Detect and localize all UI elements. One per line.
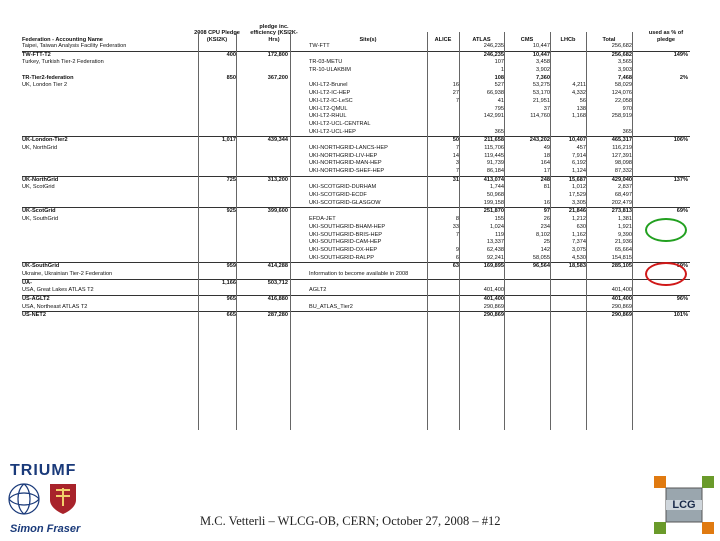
cell-fed: USA, Northeast ATLAS T2 xyxy=(22,303,88,310)
cell-total: 9,390 xyxy=(618,231,632,238)
cell-site: UKI-LT2-Brunel xyxy=(309,82,348,89)
cell-total: 127,391 xyxy=(611,152,632,159)
table-row xyxy=(22,59,690,67)
cell-eff: 313,200 xyxy=(267,176,288,183)
lcg-wordmark: LCG xyxy=(672,499,696,511)
cell-lhcb: 7,914 xyxy=(572,152,586,159)
cell-lhcb: 4,530 xyxy=(572,254,586,261)
cell-site: UKI-LT2-IC-LeSC xyxy=(309,97,353,104)
cell-atlas: 795 xyxy=(494,105,504,112)
cell-atlas: 1,024 xyxy=(490,223,504,230)
accounting-table xyxy=(22,12,690,320)
table-row xyxy=(22,137,690,145)
header-efficiency: pledge inc. efficiency (KSI2K-Hrs) xyxy=(250,24,298,43)
cell-total: 290,869 xyxy=(611,312,632,319)
cell-atlas: 246,235 xyxy=(483,51,504,58)
cell-cms: 26 xyxy=(543,216,550,223)
cell-cms: 10,447 xyxy=(532,51,550,58)
cell-alice: 63 xyxy=(452,263,459,270)
cell-cms: 17 xyxy=(543,168,550,174)
cell-site: UKI-LT2-RHUL xyxy=(309,113,347,120)
header-used: used as % of pledge xyxy=(648,30,684,43)
cell-alice: 16 xyxy=(452,82,459,89)
cell-total: 256,682 xyxy=(611,51,632,58)
cell-total: 2,837 xyxy=(618,184,632,191)
cell-pledge: 725 xyxy=(226,176,236,183)
table-row xyxy=(22,312,690,320)
cell-site: UKI-LT2-IC-HEP xyxy=(309,90,351,97)
cell-lhcb: 15,687 xyxy=(568,176,586,183)
cell-site: UKI-LT2-QMUL xyxy=(309,105,348,112)
cell-site: UKI-SCOTGRID-DURHAM xyxy=(309,184,377,191)
cell-site: UKI-SOUTHGRID-BRIS-HEP xyxy=(309,231,383,238)
cell-lhcb: 17,529 xyxy=(568,192,586,199)
red-highlight-circle xyxy=(645,262,687,286)
cell-fed: UK-ScotGrid xyxy=(22,208,56,215)
cell-lhcb: 7,374 xyxy=(572,239,586,246)
table-row xyxy=(22,82,690,90)
cell-lhcb: 138 xyxy=(576,105,586,112)
cell-site: UKI-SCOTGRID-GLASGOW xyxy=(309,199,381,206)
cell-total: 290,869 xyxy=(611,303,632,310)
cell-total: 970 xyxy=(622,105,632,112)
table-row xyxy=(22,67,690,75)
cell-site: TW-FTT xyxy=(309,43,330,49)
cell-fed: US-AGLT2 xyxy=(22,296,50,302)
cell-eff: 439,344 xyxy=(267,137,288,144)
cell-alice: 6 xyxy=(455,254,459,261)
table-row xyxy=(22,280,690,288)
cell-lhcb: 4,211 xyxy=(572,82,586,89)
cell-atlas: 13,337 xyxy=(486,239,504,246)
cell-lhcb: 1,212 xyxy=(572,216,586,223)
cell-site: UKI-NORTHGRID-SHEF-HEP xyxy=(309,168,385,174)
cell-cms: 3,902 xyxy=(536,67,550,74)
cell-total: 124,076 xyxy=(611,90,632,97)
cell-total: 465,317 xyxy=(611,137,632,144)
cell-atlas: 108 xyxy=(494,74,504,81)
cell-atlas: 119,445 xyxy=(484,152,504,159)
cell-total: 22,058 xyxy=(614,97,632,104)
cell-fed: UK-SouthGrid xyxy=(22,263,60,270)
cell-atlas: 91,739 xyxy=(486,160,504,167)
cell-site: TR-03-METU xyxy=(309,59,343,66)
cell-total: 401,400 xyxy=(611,287,632,294)
cell-atlas: 401,400 xyxy=(483,296,504,302)
cell-lhcb: 630 xyxy=(576,223,586,230)
cell-atlas: 290,869 xyxy=(483,303,504,310)
table-row xyxy=(22,153,690,161)
cell-atlas: 92,241 xyxy=(486,254,504,261)
cell-lhcb: 457 xyxy=(576,144,586,151)
cell-fed: Turkey, Turkish Tier-2 Federation xyxy=(22,59,104,66)
header-federation: Federation - Accounting Name xyxy=(22,36,103,43)
lcg-logo xyxy=(652,474,716,536)
cell-cms: 97 xyxy=(543,208,550,215)
cell-total: 365 xyxy=(622,128,632,135)
cell-lhcb: 10,407 xyxy=(568,137,586,144)
cell-cms: 10,447 xyxy=(532,43,550,49)
table-row xyxy=(22,192,690,200)
footer-caption: M.C. Vetterli – WLCG-OB, CERN; October 27, 2008 – #12 xyxy=(200,514,501,528)
table-row xyxy=(22,160,690,168)
cell-fed: UA- xyxy=(22,279,32,286)
cell-used: 69% xyxy=(676,263,688,270)
cell-fed: Ukraine, Ukrainian Tier-2 Federation xyxy=(22,270,113,277)
cell-eff: 503,712 xyxy=(267,279,288,286)
cell-cms: 142 xyxy=(540,246,550,253)
cell-cms: 248 xyxy=(540,176,550,183)
cell-total: 68,497 xyxy=(614,192,632,199)
cell-fed: UK-London-Tier2 xyxy=(22,137,68,144)
cell-lhcb: 1,012 xyxy=(572,184,586,191)
cell-used: 101% xyxy=(673,312,688,319)
cell-total: 258,919 xyxy=(611,113,632,120)
cell-used: 106% xyxy=(673,137,688,144)
cell-cms: 18 xyxy=(543,152,550,159)
table-row xyxy=(22,121,690,129)
cell-total: 116,219 xyxy=(612,144,632,151)
sfu-wordmark: Simon Fraser xyxy=(10,523,81,535)
cell-total: 285,105 xyxy=(611,263,632,270)
cell-eff: 399,600 xyxy=(267,208,288,215)
cell-total: 401,400 xyxy=(611,296,632,302)
table-row xyxy=(22,75,690,83)
table-row xyxy=(22,106,690,114)
cell-atlas: 246,235 xyxy=(483,43,504,49)
cell-total: 65,664 xyxy=(614,246,632,253)
cell-total: 21,936 xyxy=(614,239,632,246)
table-row xyxy=(22,90,690,98)
cell-cms: 8,102 xyxy=(536,231,550,238)
cell-alice: 50 xyxy=(452,137,459,144)
table-header xyxy=(22,12,690,43)
table-row xyxy=(22,296,690,304)
cell-site: UKI-NORTHGRID-LANCS-HEP xyxy=(309,144,388,151)
cell-alice: 7 xyxy=(455,97,459,104)
cell-lhcb: 3,075 xyxy=(572,246,586,253)
cell-site: UKI-SOUTHGRID-CAM-HEP xyxy=(309,239,382,246)
cell-lhcb: 3,305 xyxy=(572,199,586,206)
cell-cms: 49 xyxy=(543,144,550,151)
cell-atlas: 1 xyxy=(500,67,504,74)
cell-site: UKI-NORTHGRID-LIV-HEP xyxy=(309,152,378,159)
cell-alice: 27 xyxy=(452,90,459,97)
cell-lhcb: 1,162 xyxy=(572,231,586,238)
triumf-sfu-logo xyxy=(4,462,96,536)
table-row xyxy=(22,255,690,264)
cell-site: TR-10-ULAKBIM xyxy=(309,67,351,74)
cell-total: 3,903 xyxy=(618,67,632,74)
cell-atlas: 169,895 xyxy=(483,263,504,270)
cell-pledge: 665 xyxy=(226,312,236,319)
cell-total: 3,565 xyxy=(618,59,632,66)
cell-cms: 81 xyxy=(543,184,550,191)
cell-alice: 31 xyxy=(452,176,459,183)
cell-cms: 58,055 xyxy=(532,254,550,261)
table-row xyxy=(22,113,690,121)
cell-alice: 7 xyxy=(455,231,459,238)
cell-eff: 287,280 xyxy=(267,312,288,319)
cell-used: 2% xyxy=(679,74,688,81)
cell-lhcb: 56 xyxy=(579,97,586,104)
table-row xyxy=(22,200,690,209)
cell-cms: 164 xyxy=(540,160,550,167)
cell-atlas: 107 xyxy=(494,59,504,66)
cell-fed: USA, Great Lakes ATLAS T2 xyxy=(22,287,94,294)
cell-cms: 243,202 xyxy=(529,137,550,144)
cell-atlas: 290,869 xyxy=(483,312,504,319)
cell-pledge: 959 xyxy=(226,263,236,270)
cell-cms: 234 xyxy=(540,223,550,230)
cell-fed: UK, SouthGrid xyxy=(22,216,59,223)
cell-alice: 7 xyxy=(455,144,459,151)
table-row xyxy=(22,216,690,224)
cell-used: 96% xyxy=(676,296,688,302)
cell-site: UKI-SCOTGRID-ECDF xyxy=(309,192,367,199)
cell-fed: US-NET2 xyxy=(22,312,46,319)
cell-fed: TR-Tier2-federation xyxy=(22,74,74,81)
cell-total: 429,040 xyxy=(611,176,632,183)
cell-alice: 7 xyxy=(455,168,459,174)
cell-site: UKI-NORTHGRID-MAN-HEP xyxy=(309,160,382,167)
cell-eff: 416,880 xyxy=(267,296,288,302)
cell-cms: 96,564 xyxy=(532,263,550,270)
cell-fed: TW-FTT-T2 xyxy=(22,51,51,58)
cell-eff: 414,288 xyxy=(267,263,288,270)
cell-cms: 114,760 xyxy=(530,113,550,120)
cell-total: 58,029 xyxy=(614,82,632,89)
cell-alice: 8 xyxy=(455,216,459,223)
cell-alice: 14 xyxy=(452,152,459,159)
cell-site: Information to become available in 2008 xyxy=(309,270,409,277)
cell-alice: 3 xyxy=(455,160,459,167)
cell-atlas: 251,870 xyxy=(483,208,504,215)
header-atlas: ATLAS xyxy=(472,36,491,43)
cell-atlas: 66,938 xyxy=(486,90,504,97)
cell-used: 137% xyxy=(673,176,688,183)
table-row xyxy=(22,145,690,153)
cell-used: 149% xyxy=(673,51,688,58)
header-pledge: 2008 CPU Pledge (KSI2K) xyxy=(194,30,240,43)
table-row xyxy=(22,43,690,52)
cell-total: 87,332 xyxy=(614,168,632,174)
cell-cms: 53,275 xyxy=(532,82,550,89)
table-row xyxy=(22,224,690,232)
cell-site: UKI-LT2-UCL-CENTRAL xyxy=(309,120,371,127)
table-row xyxy=(22,263,690,271)
cell-atlas: 155 xyxy=(494,216,504,223)
cell-atlas: 142,991 xyxy=(483,113,504,120)
cell-site: UKI-SOUTHGRID-RALPP xyxy=(309,254,374,261)
cell-atlas: 401,400 xyxy=(483,287,504,294)
cell-total: 1,921 xyxy=(618,223,632,230)
cell-site: BU_ATLAS_Tier2 xyxy=(309,303,353,310)
cell-fed: UK, NorthGrid xyxy=(22,144,58,151)
cell-pledge: 1,017 xyxy=(222,137,236,144)
cell-cms: 21,951 xyxy=(532,97,550,104)
table-row xyxy=(22,287,690,296)
table-row xyxy=(22,232,690,240)
table-row xyxy=(22,184,690,192)
table-row xyxy=(22,168,690,177)
table-row xyxy=(22,271,690,280)
cell-total: 98,098 xyxy=(614,160,632,167)
cell-atlas: 1,744 xyxy=(490,184,504,191)
table-row xyxy=(22,177,690,185)
cell-lhcb: 18,583 xyxy=(568,263,586,270)
table-body xyxy=(22,43,690,320)
cell-atlas: 199,158 xyxy=(483,199,504,206)
cell-cms: 53,170 xyxy=(532,90,550,97)
cell-alice: 33 xyxy=(452,223,459,230)
header-cms: CMS xyxy=(520,36,534,43)
cell-total: 273,813 xyxy=(611,208,632,215)
header-lhcb: LHCb xyxy=(560,36,576,43)
cell-fed: Taipei, Taiwan Analysis Facility Federation xyxy=(22,43,127,49)
header-alice: ALICE xyxy=(434,36,452,43)
cell-alice: 9 xyxy=(455,246,459,253)
cell-fed: UK, London Tier 2 xyxy=(22,82,68,89)
green-highlight-circle xyxy=(645,218,687,242)
cell-lhcb: 6,192 xyxy=(572,160,586,167)
cell-atlas: 50,968 xyxy=(486,192,504,199)
cell-atlas: 413,074 xyxy=(483,176,504,183)
cell-site: UKI-LT2-UCL-HEP xyxy=(309,128,356,135)
cell-lhcb: 4,332 xyxy=(572,90,586,97)
cell-atlas: 41 xyxy=(497,97,504,104)
cell-used: 69% xyxy=(676,208,688,215)
cell-total: 154,815 xyxy=(611,254,632,261)
cell-cms: 16 xyxy=(543,199,550,206)
triumf-wordmark: TRIUMF xyxy=(10,462,77,479)
cell-atlas: 119 xyxy=(495,231,504,238)
header-total: Total xyxy=(602,36,616,43)
table-row xyxy=(22,52,690,60)
cell-eff: 172,800 xyxy=(267,51,288,58)
cell-lhcb: 21,846 xyxy=(568,208,586,215)
cell-atlas: 86,184 xyxy=(486,168,504,174)
cell-pledge: 925 xyxy=(226,208,236,215)
cell-atlas: 365 xyxy=(494,128,504,135)
cell-pledge: 965 xyxy=(226,296,236,302)
cell-eff: 367,200 xyxy=(267,74,288,81)
cell-atlas: 115,706 xyxy=(484,144,504,151)
cell-lhcb: 1,168 xyxy=(572,113,586,120)
cell-total: 7,468 xyxy=(618,74,632,81)
cell-pledge: 1,166 xyxy=(222,279,236,286)
table-row xyxy=(22,239,690,247)
cell-site: EFDA-JET xyxy=(309,216,336,223)
cell-cms: 37 xyxy=(543,105,550,112)
cell-atlas: 527 xyxy=(494,82,504,89)
cell-fed: UK, ScotGrid xyxy=(22,184,55,191)
cell-site: UKI-SOUTHGRID-BHAM-HEP xyxy=(309,223,386,230)
cell-cms: 7,360 xyxy=(536,74,550,81)
cell-total: 1,381 xyxy=(618,216,632,223)
table-row xyxy=(22,208,690,216)
cell-site: UKI-SOUTHGRID-OX-HEP xyxy=(309,246,378,253)
cell-atlas: 62,438 xyxy=(486,246,504,253)
table-row xyxy=(22,98,690,106)
cell-pledge: 850 xyxy=(226,74,236,81)
header-sites: Site(s) xyxy=(359,36,377,43)
cell-total: 202,479 xyxy=(611,199,632,206)
cell-fed: UK-NorthGrid xyxy=(22,176,59,183)
cell-total: 256,682 xyxy=(611,43,632,49)
cell-cms: 25 xyxy=(543,239,550,246)
table-row xyxy=(22,129,690,138)
cell-pledge: 400 xyxy=(226,51,236,58)
cell-site: AGLT2 xyxy=(309,287,327,294)
cyclotron-crest-icon xyxy=(4,480,96,518)
cell-atlas: 211,658 xyxy=(484,137,504,144)
cell-cms: 3,458 xyxy=(536,59,550,66)
table-row xyxy=(22,304,690,313)
table-row xyxy=(22,247,690,255)
cell-lhcb: 1,124 xyxy=(572,168,586,174)
